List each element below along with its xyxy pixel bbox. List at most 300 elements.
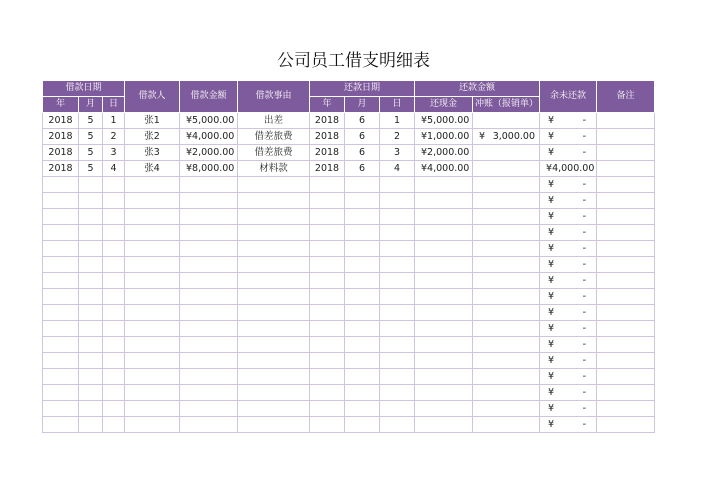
cell-month[interactable]: 5 <box>79 129 103 145</box>
dash-value: - <box>582 419 587 430</box>
empty-cell[interactable] <box>540 417 597 433</box>
empty-cell[interactable] <box>180 401 238 417</box>
empty-cell[interactable] <box>238 177 310 193</box>
dash-value: - <box>582 371 587 382</box>
empty-cell[interactable] <box>180 353 238 369</box>
empty-cell[interactable] <box>540 193 597 209</box>
empty-cell[interactable] <box>415 289 473 305</box>
empty-cell[interactable] <box>473 337 540 353</box>
cell-repay-day[interactable]: 2 <box>380 129 415 145</box>
empty-cell[interactable] <box>310 385 345 401</box>
empty-cell[interactable] <box>597 321 655 337</box>
empty-cell[interactable] <box>103 401 125 417</box>
cell-outstanding[interactable] <box>540 129 597 145</box>
empty-cell[interactable] <box>43 289 79 305</box>
empty-cell[interactable] <box>597 337 655 353</box>
empty-cell[interactable] <box>238 353 310 369</box>
empty-cell[interactable] <box>43 177 79 193</box>
empty-cell[interactable] <box>473 257 540 273</box>
empty-cell[interactable] <box>103 385 125 401</box>
empty-cell[interactable] <box>540 401 597 417</box>
empty-cell[interactable] <box>380 321 415 337</box>
empty-cell[interactable] <box>180 193 238 209</box>
empty-cell[interactable] <box>597 209 655 225</box>
empty-cell[interactable] <box>380 273 415 289</box>
cell-remark[interactable] <box>597 161 655 177</box>
empty-cell[interactable] <box>238 289 310 305</box>
empty-cell[interactable] <box>125 385 180 401</box>
empty-cell[interactable] <box>380 289 415 305</box>
empty-cell[interactable] <box>415 177 473 193</box>
dash-value: - <box>582 147 587 158</box>
empty-cell[interactable] <box>79 305 103 321</box>
empty-cell[interactable] <box>238 257 310 273</box>
empty-cell[interactable] <box>79 241 103 257</box>
empty-cell[interactable] <box>597 305 655 321</box>
empty-cell[interactable] <box>540 273 597 289</box>
empty-cell[interactable] <box>597 257 655 273</box>
empty-cell[interactable] <box>238 305 310 321</box>
cell-repay-month[interactable]: 6 <box>345 113 380 129</box>
empty-cell[interactable] <box>79 257 103 273</box>
empty-cell[interactable] <box>473 241 540 257</box>
empty-cell[interactable] <box>43 337 79 353</box>
table-row <box>43 385 655 401</box>
empty-cell[interactable] <box>540 337 597 353</box>
cell-offset-repay[interactable] <box>473 161 540 177</box>
empty-cell[interactable] <box>79 177 103 193</box>
empty-cell[interactable] <box>43 225 79 241</box>
empty-cell[interactable] <box>180 273 238 289</box>
empty-cell[interactable] <box>540 177 597 193</box>
cell-cash-repay[interactable] <box>415 129 473 145</box>
cell-month[interactable]: 5 <box>79 113 103 129</box>
empty-cell[interactable] <box>345 177 380 193</box>
empty-cell[interactable] <box>79 353 103 369</box>
empty-cell[interactable] <box>597 241 655 257</box>
empty-cell[interactable] <box>238 401 310 417</box>
empty-cell[interactable] <box>103 369 125 385</box>
empty-cell[interactable] <box>125 401 180 417</box>
cell-repay-month[interactable]: 6 <box>345 129 380 145</box>
empty-cell[interactable] <box>125 321 180 337</box>
empty-cell[interactable] <box>43 209 79 225</box>
empty-cell[interactable] <box>380 401 415 417</box>
dash-value: - <box>582 131 587 142</box>
cell-borrower[interactable]: 张1 <box>125 113 180 129</box>
empty-cell[interactable] <box>125 177 180 193</box>
cell-remark[interactable] <box>597 145 655 161</box>
empty-cell[interactable] <box>473 417 540 433</box>
empty-cell[interactable] <box>125 209 180 225</box>
empty-cell[interactable] <box>473 177 540 193</box>
currency-symbol: ¥ <box>548 131 555 142</box>
empty-cell[interactable] <box>79 417 103 433</box>
header-repay-date: 还款日期 <box>310 81 415 97</box>
empty-cell[interactable] <box>540 241 597 257</box>
empty-cell[interactable] <box>103 241 125 257</box>
cell-repay-year[interactable]: 2018 <box>310 145 345 161</box>
cell-borrower[interactable]: 张4 <box>125 161 180 177</box>
empty-cell[interactable] <box>310 337 345 353</box>
cell-borrower[interactable]: 张3 <box>125 145 180 161</box>
table-row <box>43 353 655 369</box>
empty-cell[interactable] <box>415 209 473 225</box>
cell-day[interactable]: 2 <box>103 129 125 145</box>
empty-cell[interactable] <box>415 417 473 433</box>
empty-cell[interactable] <box>540 289 597 305</box>
empty-cell[interactable] <box>540 209 597 225</box>
empty-cell[interactable] <box>540 321 597 337</box>
empty-cell[interactable] <box>473 305 540 321</box>
empty-cell[interactable] <box>103 225 125 241</box>
empty-cell[interactable] <box>310 193 345 209</box>
empty-cell[interactable] <box>310 417 345 433</box>
cell-repay-month[interactable]: 6 <box>345 161 380 177</box>
empty-cell[interactable] <box>310 257 345 273</box>
empty-cell[interactable] <box>310 209 345 225</box>
empty-cell[interactable] <box>310 241 345 257</box>
empty-cell[interactable] <box>79 321 103 337</box>
empty-cell[interactable] <box>310 353 345 369</box>
cell-day[interactable]: 1 <box>103 113 125 129</box>
empty-cell[interactable] <box>310 225 345 241</box>
empty-cell[interactable] <box>540 225 597 241</box>
currency-symbol: ¥ <box>548 323 555 334</box>
empty-cell[interactable] <box>415 401 473 417</box>
empty-cell[interactable] <box>597 417 655 433</box>
empty-cell[interactable] <box>125 225 180 241</box>
cell-offset-repay[interactable] <box>473 113 540 129</box>
cell-remark[interactable] <box>597 129 655 145</box>
currency-symbol: ¥ <box>548 195 555 206</box>
empty-cell[interactable] <box>43 257 79 273</box>
table-row <box>43 305 655 321</box>
empty-cell[interactable] <box>380 417 415 433</box>
header-year: 年 <box>43 97 79 113</box>
cell-repay-day[interactable]: 4 <box>380 161 415 177</box>
empty-cell[interactable] <box>180 385 238 401</box>
empty-cell[interactable] <box>43 305 79 321</box>
cell-year[interactable]: 2018 <box>43 129 79 145</box>
currency-symbol: ¥ <box>421 115 428 126</box>
empty-cell[interactable] <box>415 385 473 401</box>
empty-cell[interactable] <box>43 321 79 337</box>
empty-cell[interactable] <box>238 321 310 337</box>
empty-cell[interactable] <box>345 209 380 225</box>
empty-cell[interactable] <box>597 385 655 401</box>
dash-value: - <box>582 323 587 334</box>
empty-cell[interactable] <box>238 241 310 257</box>
empty-cell[interactable] <box>180 225 238 241</box>
empty-cell[interactable] <box>180 289 238 305</box>
empty-cell[interactable] <box>238 337 310 353</box>
empty-cell[interactable] <box>125 241 180 257</box>
empty-cell[interactable] <box>79 401 103 417</box>
currency-symbol: ¥ <box>548 243 555 254</box>
empty-cell[interactable] <box>310 369 345 385</box>
empty-cell[interactable] <box>345 385 380 401</box>
empty-cell[interactable] <box>238 273 310 289</box>
empty-cell[interactable] <box>103 353 125 369</box>
currency-symbol: ¥ <box>548 371 555 382</box>
amount-value: 1,000.00 <box>427 131 470 142</box>
empty-cell[interactable] <box>473 353 540 369</box>
empty-cell[interactable] <box>597 353 655 369</box>
cell-reason[interactable]: 借差旅费 <box>238 129 310 145</box>
empty-cell[interactable] <box>125 305 180 321</box>
cell-day[interactable]: 4 <box>103 161 125 177</box>
amount-value: 4,000.00 <box>192 131 235 142</box>
cell-month[interactable]: 5 <box>79 161 103 177</box>
cell-borrower[interactable]: 张2 <box>125 129 180 145</box>
empty-cell[interactable] <box>415 241 473 257</box>
currency-symbol: ¥ <box>421 147 428 158</box>
empty-cell[interactable] <box>180 305 238 321</box>
cell-borrow-amount[interactable] <box>180 113 238 129</box>
cell-day[interactable]: 3 <box>103 145 125 161</box>
dash-value: - <box>582 275 587 286</box>
empty-cell[interactable] <box>415 337 473 353</box>
currency-symbol: ¥ <box>548 275 555 286</box>
empty-cell[interactable] <box>125 193 180 209</box>
empty-cell[interactable] <box>597 273 655 289</box>
table-row <box>43 225 655 241</box>
empty-cell[interactable] <box>380 305 415 321</box>
empty-cell[interactable] <box>473 273 540 289</box>
currency-symbol: ¥ <box>548 211 555 222</box>
empty-cell[interactable] <box>345 257 380 273</box>
cell-reason[interactable]: 借差旅费 <box>238 145 310 161</box>
empty-cell[interactable] <box>473 321 540 337</box>
empty-cell[interactable] <box>415 225 473 241</box>
empty-cell[interactable] <box>345 417 380 433</box>
empty-cell[interactable] <box>43 241 79 257</box>
empty-cell[interactable] <box>103 289 125 305</box>
empty-cell[interactable] <box>345 401 380 417</box>
empty-cell[interactable] <box>415 305 473 321</box>
empty-cell[interactable] <box>597 193 655 209</box>
empty-cell[interactable] <box>79 209 103 225</box>
empty-cell[interactable] <box>473 385 540 401</box>
currency-symbol: ¥ <box>548 259 555 270</box>
dash-value: - <box>582 195 587 206</box>
empty-cell[interactable] <box>43 193 79 209</box>
empty-cell[interactable] <box>380 257 415 273</box>
empty-cell[interactable] <box>597 177 655 193</box>
header-repay-day: 日 <box>380 97 415 113</box>
cell-remark[interactable] <box>597 113 655 129</box>
empty-cell[interactable] <box>125 257 180 273</box>
empty-cell[interactable] <box>310 401 345 417</box>
empty-cell[interactable] <box>380 369 415 385</box>
empty-cell[interactable] <box>125 289 180 305</box>
currency-symbol: ¥ <box>548 355 555 366</box>
dash-value: - <box>582 115 587 126</box>
empty-cell[interactable] <box>380 225 415 241</box>
cell-outstanding[interactable] <box>540 145 597 161</box>
empty-cell[interactable] <box>473 209 540 225</box>
empty-cell[interactable] <box>415 321 473 337</box>
cell-cash-repay[interactable] <box>415 145 473 161</box>
cell-cash-repay[interactable] <box>415 113 473 129</box>
cell-repay-month[interactable]: 6 <box>345 145 380 161</box>
empty-cell[interactable] <box>380 353 415 369</box>
empty-cell[interactable] <box>125 353 180 369</box>
empty-cell[interactable] <box>125 417 180 433</box>
cell-repay-year[interactable]: 2018 <box>310 113 345 129</box>
empty-cell[interactable] <box>79 273 103 289</box>
empty-cell[interactable] <box>415 353 473 369</box>
empty-cell[interactable] <box>310 321 345 337</box>
empty-cell[interactable] <box>43 353 79 369</box>
empty-cell[interactable] <box>380 337 415 353</box>
empty-cell[interactable] <box>345 225 380 241</box>
empty-cell[interactable] <box>345 305 380 321</box>
cell-outstanding[interactable] <box>540 161 597 177</box>
empty-cell[interactable] <box>238 417 310 433</box>
empty-cell[interactable] <box>310 273 345 289</box>
amount-value: 2,000.00 <box>192 147 235 158</box>
empty-cell[interactable] <box>380 385 415 401</box>
empty-cell[interactable] <box>79 289 103 305</box>
empty-cell[interactable] <box>238 209 310 225</box>
cell-offset-repay[interactable] <box>473 145 540 161</box>
empty-cell[interactable] <box>597 225 655 241</box>
empty-cell[interactable] <box>473 369 540 385</box>
empty-cell[interactable] <box>43 369 79 385</box>
empty-cell[interactable] <box>345 321 380 337</box>
empty-cell[interactable] <box>597 289 655 305</box>
empty-cell[interactable] <box>380 241 415 257</box>
header-repay-month: 月 <box>345 97 380 113</box>
empty-cell[interactable] <box>540 385 597 401</box>
empty-cell[interactable] <box>103 337 125 353</box>
cell-offset-repay[interactable] <box>473 129 540 145</box>
empty-cell[interactable] <box>345 289 380 305</box>
empty-cell[interactable] <box>380 193 415 209</box>
empty-cell[interactable] <box>345 273 380 289</box>
empty-cell[interactable] <box>415 257 473 273</box>
empty-cell[interactable] <box>310 305 345 321</box>
empty-cell[interactable] <box>310 289 345 305</box>
table-row <box>43 161 655 177</box>
empty-cell[interactable] <box>180 209 238 225</box>
empty-cell[interactable] <box>415 193 473 209</box>
empty-cell[interactable] <box>43 417 79 433</box>
empty-cell[interactable] <box>540 353 597 369</box>
cell-reason[interactable]: 材料款 <box>238 161 310 177</box>
empty-cell[interactable] <box>125 337 180 353</box>
cell-reason[interactable]: 出差 <box>238 113 310 129</box>
cell-borrow-amount[interactable] <box>180 161 238 177</box>
empty-cell[interactable] <box>125 273 180 289</box>
cell-year[interactable]: 2018 <box>43 161 79 177</box>
empty-cell[interactable] <box>180 369 238 385</box>
empty-cell[interactable] <box>180 241 238 257</box>
empty-cell[interactable] <box>238 369 310 385</box>
cell-year[interactable]: 2018 <box>43 145 79 161</box>
empty-cell[interactable] <box>103 273 125 289</box>
empty-cell[interactable] <box>79 385 103 401</box>
cell-repay-day[interactable]: 3 <box>380 145 415 161</box>
cell-repay-day[interactable]: 1 <box>380 113 415 129</box>
cell-borrow-amount[interactable] <box>180 129 238 145</box>
empty-cell[interactable] <box>345 241 380 257</box>
cell-year[interactable]: 2018 <box>43 113 79 129</box>
empty-cell[interactable] <box>238 193 310 209</box>
empty-cell[interactable] <box>103 305 125 321</box>
cell-outstanding[interactable] <box>540 113 597 129</box>
empty-cell[interactable] <box>180 417 238 433</box>
empty-cell[interactable] <box>125 369 180 385</box>
cell-month[interactable]: 5 <box>79 145 103 161</box>
empty-cell[interactable] <box>103 209 125 225</box>
empty-cell[interactable] <box>103 321 125 337</box>
empty-cell[interactable] <box>415 369 473 385</box>
empty-cell[interactable] <box>180 257 238 273</box>
empty-cell[interactable] <box>180 337 238 353</box>
table-row <box>43 241 655 257</box>
empty-cell[interactable] <box>540 369 597 385</box>
empty-cell[interactable] <box>43 273 79 289</box>
empty-cell[interactable] <box>473 289 540 305</box>
empty-cell[interactable] <box>415 273 473 289</box>
empty-cell[interactable] <box>79 337 103 353</box>
empty-cell[interactable] <box>103 177 125 193</box>
header-borrow-amount: 借款金额 <box>180 81 238 113</box>
empty-cell[interactable] <box>380 209 415 225</box>
empty-cell[interactable] <box>43 385 79 401</box>
currency-symbol: ¥ <box>479 131 486 142</box>
table-row <box>43 129 655 145</box>
empty-cell[interactable] <box>238 225 310 241</box>
empty-cell[interactable] <box>310 177 345 193</box>
empty-cell[interactable] <box>79 225 103 241</box>
empty-cell[interactable] <box>345 353 380 369</box>
empty-cell[interactable] <box>540 305 597 321</box>
empty-cell[interactable] <box>540 257 597 273</box>
empty-cell[interactable] <box>380 177 415 193</box>
dash-value: - <box>582 291 587 302</box>
empty-cell[interactable] <box>345 337 380 353</box>
empty-cell[interactable] <box>597 401 655 417</box>
empty-cell[interactable] <box>597 369 655 385</box>
currency-symbol: ¥ <box>546 163 553 174</box>
cell-repay-year[interactable]: 2018 <box>310 161 345 177</box>
empty-cell[interactable] <box>238 385 310 401</box>
empty-cell[interactable] <box>473 225 540 241</box>
empty-cell[interactable] <box>473 401 540 417</box>
empty-cell[interactable] <box>180 321 238 337</box>
amount-value: 5,000.00 <box>192 115 235 126</box>
table-row <box>43 289 655 305</box>
empty-cell[interactable] <box>103 193 125 209</box>
empty-cell[interactable] <box>79 369 103 385</box>
empty-cell[interactable] <box>345 369 380 385</box>
empty-cell[interactable] <box>79 193 103 209</box>
empty-cell[interactable] <box>103 257 125 273</box>
empty-cell[interactable] <box>180 177 238 193</box>
empty-cell[interactable] <box>473 193 540 209</box>
empty-cell[interactable] <box>345 193 380 209</box>
cell-cash-repay[interactable] <box>415 161 473 177</box>
cell-repay-year[interactable]: 2018 <box>310 129 345 145</box>
currency-symbol: ¥ <box>421 163 428 174</box>
empty-cell[interactable] <box>43 401 79 417</box>
empty-cell[interactable] <box>103 417 125 433</box>
cell-borrow-amount[interactable] <box>180 145 238 161</box>
